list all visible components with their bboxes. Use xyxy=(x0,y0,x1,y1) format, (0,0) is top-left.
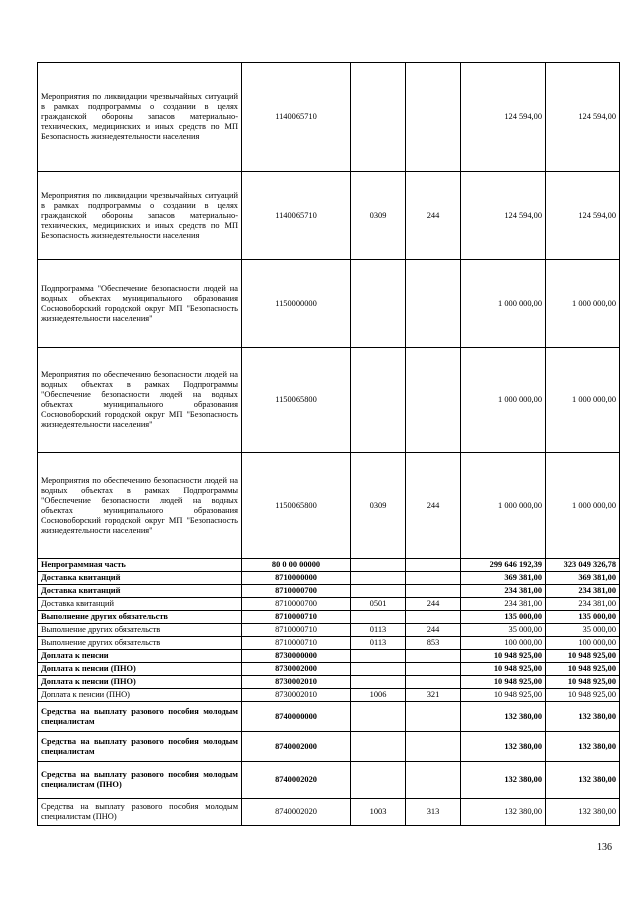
row-sum-1: 10 948 925,00 xyxy=(461,676,546,689)
row-name: Доплата к пенсии xyxy=(38,650,242,663)
row-sum-2: 234 381,00 xyxy=(546,598,620,611)
row-sum-2: 1 000 000,00 xyxy=(546,453,620,559)
row-name: Мероприятия по обеспечению безопасности людей на водных объектах в рамках Подпрограммы "Обеспечение безопасности людей на водных объектах муниципального образования Сосновоборский городской округ МП "Безопасность жизнедеятельности населения" xyxy=(38,453,242,559)
table-row xyxy=(38,650,620,663)
row-name: Мероприятия по обеспечению безопасности людей на водных объектах в рамках Подпрограммы "Обеспечение безопасности людей на водных объектах муниципального образования Сосновоборский городской округ МП "Безопасность жизнедеятельности населения" xyxy=(38,348,242,453)
row-name: Выполнение других обязательств xyxy=(38,624,242,637)
table-row xyxy=(38,799,620,826)
row-section xyxy=(351,585,406,598)
row-expense-type xyxy=(406,676,461,689)
row-code: 8710000710 xyxy=(242,624,351,637)
row-section: 0501 xyxy=(351,598,406,611)
row-name: Доставка квитанций xyxy=(38,598,242,611)
row-name: Средства на выплату разового пособия молодым специалистам (ПНО) xyxy=(38,762,242,799)
row-sum-2: 132 380,00 xyxy=(546,732,620,762)
row-sum-1: 10 948 925,00 xyxy=(461,663,546,676)
row-sum-2: 132 380,00 xyxy=(546,799,620,826)
row-expense-type: 853 xyxy=(406,637,461,650)
row-section xyxy=(351,572,406,585)
row-name: Доставка квитанций xyxy=(38,572,242,585)
row-name: Подпрограмма "Обеспечение безопасности людей на водных объектах муниципального образования Сосновоборский городской округ МП "Безопасность жизнедеятельности населения" xyxy=(38,260,242,348)
table-row xyxy=(38,453,620,559)
row-name: Доплата к пенсии (ПНО) xyxy=(38,676,242,689)
row-sum-2: 135 000,00 xyxy=(546,611,620,624)
row-name: Доставка квитанций xyxy=(38,585,242,598)
row-expense-type xyxy=(406,585,461,598)
row-sum-1: 369 381,00 xyxy=(461,572,546,585)
row-code: 80 0 00 00000 xyxy=(242,559,351,572)
row-sum-2: 132 380,00 xyxy=(546,702,620,732)
row-sum-1: 132 380,00 xyxy=(461,732,546,762)
row-section xyxy=(351,732,406,762)
row-expense-type: 244 xyxy=(406,172,461,260)
row-sum-2: 369 381,00 xyxy=(546,572,620,585)
row-name: Доплата к пенсии (ПНО) xyxy=(38,663,242,676)
row-code: 8730002010 xyxy=(242,689,351,702)
row-name: Выполнение других обязательств xyxy=(38,637,242,650)
row-sum-1: 124 594,00 xyxy=(461,63,546,172)
row-code: 8740002020 xyxy=(242,799,351,826)
table-row xyxy=(38,63,620,172)
row-code: 8710000700 xyxy=(242,585,351,598)
row-code: 8730000000 xyxy=(242,650,351,663)
row-sum-1: 1 000 000,00 xyxy=(461,348,546,453)
row-expense-type xyxy=(406,572,461,585)
row-expense-type xyxy=(406,663,461,676)
table-row xyxy=(38,637,620,650)
row-section xyxy=(351,559,406,572)
row-section xyxy=(351,650,406,663)
row-expense-type xyxy=(406,611,461,624)
row-name: Средства на выплату разового пособия молодым специалистам xyxy=(38,732,242,762)
row-expense-type: 244 xyxy=(406,624,461,637)
row-sum-1: 132 380,00 xyxy=(461,762,546,799)
row-sum-1: 132 380,00 xyxy=(461,799,546,826)
row-section: 0309 xyxy=(351,172,406,260)
row-code: 8710000710 xyxy=(242,611,351,624)
budget-table xyxy=(37,62,620,826)
row-code: 1150065800 xyxy=(242,453,351,559)
table-row xyxy=(38,762,620,799)
row-code: 8710000000 xyxy=(242,572,351,585)
row-name: Средства на выплату разового пособия молодым специалистам (ПНО) xyxy=(38,799,242,826)
table-row xyxy=(38,689,620,702)
table-row xyxy=(38,348,620,453)
row-sum-2: 100 000,00 xyxy=(546,637,620,650)
row-expense-type: 244 xyxy=(406,598,461,611)
table-row xyxy=(38,611,620,624)
row-expense-type: 321 xyxy=(406,689,461,702)
row-code: 8710000710 xyxy=(242,637,351,650)
table-row xyxy=(38,559,620,572)
row-section: 0309 xyxy=(351,453,406,559)
table-row xyxy=(38,172,620,260)
row-name: Непрограммная часть xyxy=(38,559,242,572)
row-section xyxy=(351,702,406,732)
table-row xyxy=(38,624,620,637)
row-sum-2: 1 000 000,00 xyxy=(546,348,620,453)
row-sum-1: 35 000,00 xyxy=(461,624,546,637)
row-sum-1: 124 594,00 xyxy=(461,172,546,260)
row-sum-1: 299 646 192,39 xyxy=(461,559,546,572)
row-section: 1006 xyxy=(351,689,406,702)
row-name: Мероприятия по ликвидации чрезвычайных ситуаций в рамках подпрограммы о создании в целях гражданской обороны запасов материально-технических, медицинских и иных средств по МП Безопасность жизнедеятельности населения xyxy=(38,172,242,260)
row-section xyxy=(351,762,406,799)
row-expense-type xyxy=(406,348,461,453)
table-row xyxy=(38,598,620,611)
row-name: Доплата к пенсии (ПНО) xyxy=(38,689,242,702)
row-expense-type: 313 xyxy=(406,799,461,826)
row-code: 8730002010 xyxy=(242,676,351,689)
row-name: Средства на выплату разового пособия молодым специалистам xyxy=(38,702,242,732)
row-code: 8740002020 xyxy=(242,762,351,799)
row-expense-type xyxy=(406,732,461,762)
row-sum-2: 323 049 326,78 xyxy=(546,559,620,572)
row-expense-type xyxy=(406,559,461,572)
row-code: 8740002000 xyxy=(242,732,351,762)
row-sum-1: 1 000 000,00 xyxy=(461,260,546,348)
row-name: Мероприятия по ликвидации чрезвычайных ситуаций в рамках подпрограммы о создании в целях гражданской обороны запасов материально-технических, медицинских и иных средств по МП Безопасность жизнедеятельности населения xyxy=(38,63,242,172)
row-sum-2: 124 594,00 xyxy=(546,63,620,172)
row-sum-1: 234 381,00 xyxy=(461,585,546,598)
table-row xyxy=(38,702,620,732)
row-code: 1140065710 xyxy=(242,63,351,172)
row-expense-type xyxy=(406,762,461,799)
row-sum-1: 234 381,00 xyxy=(461,598,546,611)
row-sum-2: 132 380,00 xyxy=(546,762,620,799)
page-number: 136 xyxy=(597,842,612,853)
row-expense-type xyxy=(406,650,461,663)
row-code: 8710000700 xyxy=(242,598,351,611)
row-sum-2: 10 948 925,00 xyxy=(546,676,620,689)
row-sum-1: 135 000,00 xyxy=(461,611,546,624)
row-section xyxy=(351,676,406,689)
table-row xyxy=(38,732,620,762)
row-section xyxy=(351,260,406,348)
row-expense-type xyxy=(406,260,461,348)
row-section xyxy=(351,63,406,172)
row-expense-type xyxy=(406,702,461,732)
row-name: Выполнение других обязательств xyxy=(38,611,242,624)
table-row xyxy=(38,572,620,585)
table-row xyxy=(38,585,620,598)
row-section xyxy=(351,348,406,453)
row-sum-2: 10 948 925,00 xyxy=(546,663,620,676)
row-sum-1: 10 948 925,00 xyxy=(461,689,546,702)
row-code: 1150065800 xyxy=(242,348,351,453)
row-sum-2: 124 594,00 xyxy=(546,172,620,260)
row-sum-2: 1 000 000,00 xyxy=(546,260,620,348)
row-sum-2: 234 381,00 xyxy=(546,585,620,598)
row-expense-type: 244 xyxy=(406,453,461,559)
table-row xyxy=(38,260,620,348)
row-sum-2: 35 000,00 xyxy=(546,624,620,637)
row-sum-2: 10 948 925,00 xyxy=(546,689,620,702)
row-sum-1: 1 000 000,00 xyxy=(461,453,546,559)
row-sum-1: 132 380,00 xyxy=(461,702,546,732)
row-code: 8730002000 xyxy=(242,663,351,676)
row-section xyxy=(351,663,406,676)
row-expense-type xyxy=(406,63,461,172)
table-row xyxy=(38,676,620,689)
row-section: 0113 xyxy=(351,637,406,650)
row-code: 1140065710 xyxy=(242,172,351,260)
row-sum-1: 100 000,00 xyxy=(461,637,546,650)
row-code: 8740000000 xyxy=(242,702,351,732)
row-section: 1003 xyxy=(351,799,406,826)
row-code: 1150000000 xyxy=(242,260,351,348)
row-section: 0113 xyxy=(351,624,406,637)
table-row xyxy=(38,663,620,676)
row-sum-1: 10 948 925,00 xyxy=(461,650,546,663)
row-section xyxy=(351,611,406,624)
row-sum-2: 10 948 925,00 xyxy=(546,650,620,663)
